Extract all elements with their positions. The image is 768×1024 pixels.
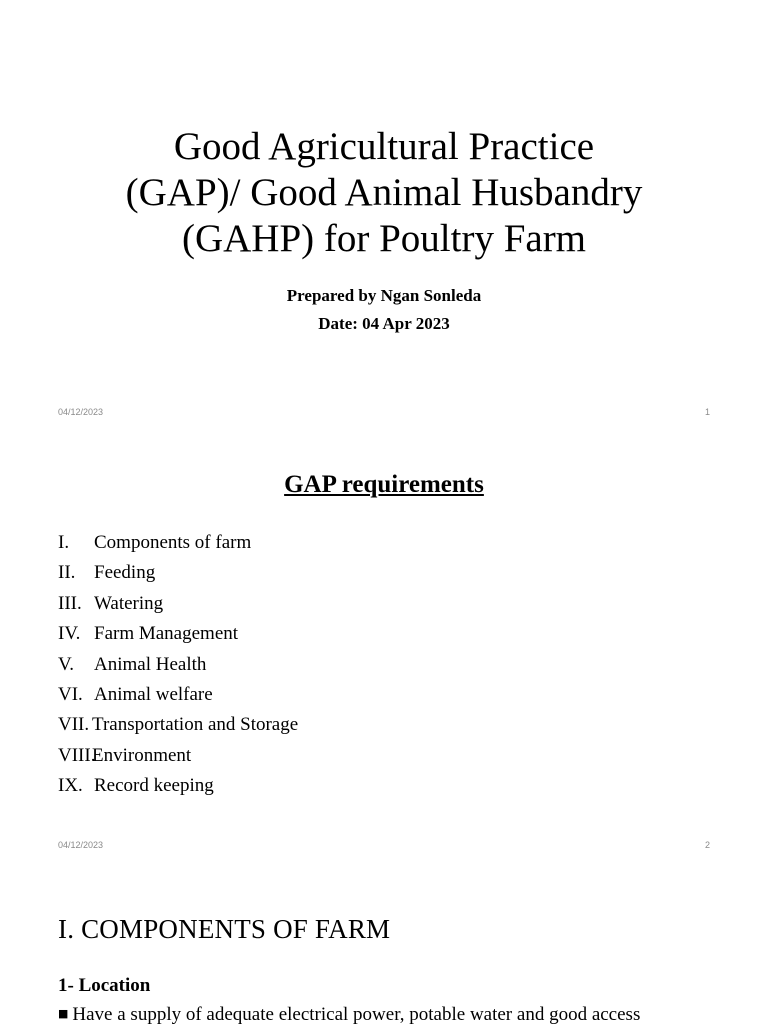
list-item-label: Record keeping: [94, 775, 214, 797]
footer-date: 04/12/2023: [58, 407, 104, 417]
list-item: [58, 680, 298, 710]
list-item: [58, 619, 298, 649]
list-item: [58, 741, 298, 771]
list-item-number: III.: [58, 592, 82, 614]
list-item: [58, 558, 298, 588]
list-item-label: Environment: [92, 744, 192, 766]
location-subheading: 1- Location: [58, 975, 151, 996]
bullet-item: [58, 1004, 640, 1024]
slide-1-title: [40, 124, 728, 262]
page-number: 1: [704, 407, 710, 417]
list-item-number: VI.: [58, 683, 83, 705]
prepared-by: Prepared by Ngan Sonleda: [286, 286, 482, 305]
list-item-number: VIII.: [58, 744, 96, 766]
list-item-number: V.: [58, 653, 75, 675]
list-item-number: IX.: [58, 775, 83, 797]
slide-3: [0, 866, 768, 1024]
date-line: Date: 04 Apr 2023: [318, 314, 450, 333]
bullet-text: Have a supply of adequate electrical power, potable water and good access: [72, 1004, 641, 1024]
list-item-label: Farm Management: [94, 623, 239, 645]
list-item-number: I.: [58, 532, 70, 553]
list-item: [58, 528, 298, 558]
list-item-label: Transportation and Storage: [92, 714, 299, 736]
footer-date: 04/12/2023: [58, 840, 104, 850]
slide-2-title: GAP requirements: [284, 471, 484, 498]
title-line-1: Good Agricultural Practice: [173, 125, 595, 168]
list-item-label: Feeding: [94, 562, 156, 584]
list-item-label: Animal Health: [94, 653, 207, 675]
list-item-number: II.: [58, 562, 76, 584]
title-line-3: (GAHP) for Poultry Farm: [181, 217, 587, 260]
list-item: [58, 650, 298, 680]
list-item: [58, 589, 298, 619]
section-heading: I. COMPONENTS OF FARM: [58, 914, 391, 944]
requirements-list: [58, 528, 298, 802]
title-line-2: (GAP)/ Good Animal Husbandry: [125, 171, 643, 214]
list-item-label: Components of farm: [94, 532, 252, 553]
list-item-label: Animal welfare: [94, 683, 213, 705]
square-bullet-icon: ■: [58, 1007, 69, 1020]
slide-1: [0, 0, 768, 433]
list-item: [58, 771, 298, 801]
list-item: [58, 710, 298, 740]
slide-2: [0, 433, 768, 866]
list-item-number: IV.: [58, 623, 81, 645]
list-item-label: Watering: [94, 592, 164, 614]
page-number: 2: [704, 840, 710, 850]
list-item-number: VII.: [58, 714, 90, 736]
